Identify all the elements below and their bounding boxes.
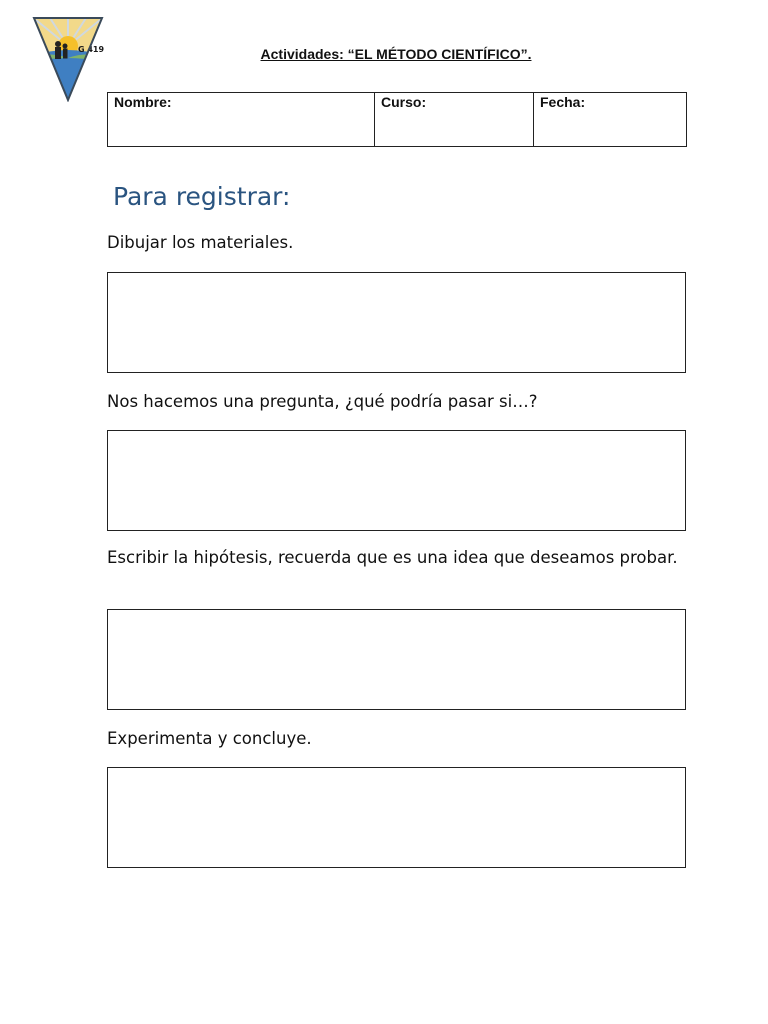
logo-emblem-text: G 419	[78, 45, 104, 54]
logo-figure-head-2	[63, 44, 68, 49]
section-heading-text: Para registrar:	[113, 182, 291, 211]
course-cell[interactable]	[375, 93, 534, 147]
name-label: Nombre:	[114, 94, 172, 110]
prompt-hypothesis: Escribir la hipótesis, recuerda que es una idea que deseamos probar.	[107, 548, 678, 567]
page-title: Actividades: “EL MÉTODO CIENTÍFICO”.	[260, 46, 532, 62]
school-logo	[32, 16, 104, 102]
logo-figure-body	[55, 47, 61, 59]
course-label: Curso:	[381, 94, 427, 110]
date-label: Fecha:	[540, 94, 586, 110]
logo-figure-body-2	[63, 49, 68, 59]
logo-field	[32, 50, 104, 102]
date-cell[interactable]	[534, 93, 687, 147]
answer-box-hypothesis[interactable]	[107, 609, 686, 710]
name-cell[interactable]	[108, 93, 375, 147]
prompt-question: Nos hacemos una pregunta, ¿qué podría pasar si…?	[107, 392, 538, 411]
logo-figure-head	[55, 41, 61, 47]
answer-box-materials[interactable]	[107, 272, 686, 373]
student-info-table	[107, 92, 687, 147]
section-heading	[107, 182, 290, 211]
prompt-experiment: Experimenta y concluye.	[107, 729, 312, 748]
answer-box-experiment[interactable]	[107, 767, 686, 868]
prompt-materials: Dibujar los materiales.	[107, 233, 294, 252]
answer-box-question[interactable]	[107, 430, 686, 531]
